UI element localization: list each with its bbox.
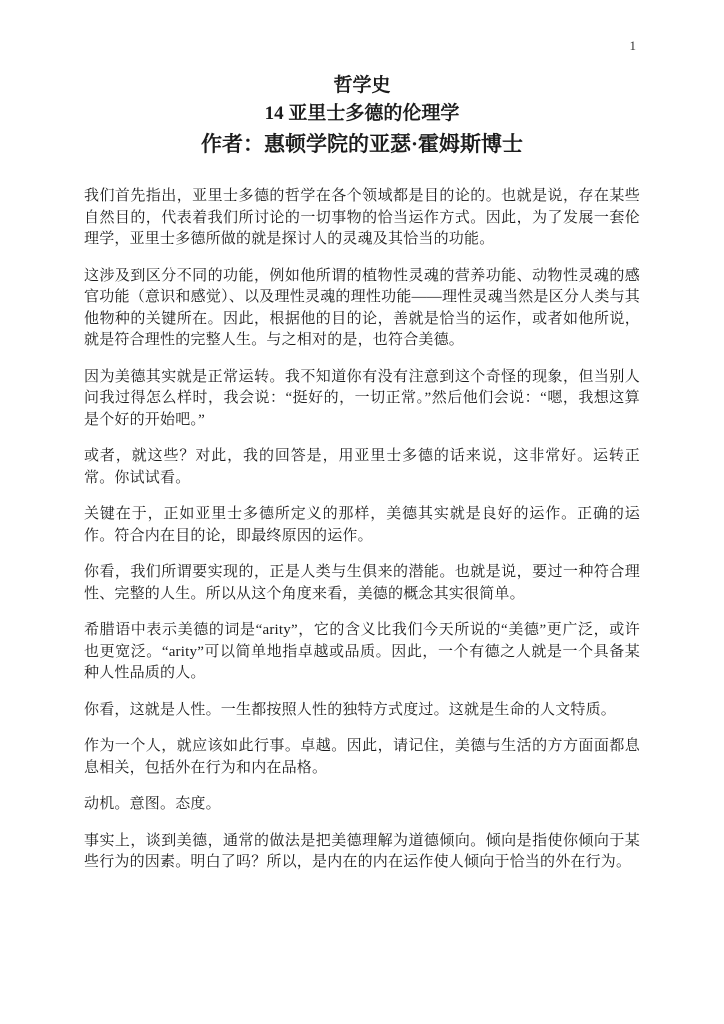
author-line: 作者：惠顿学院的亚瑟·霍姆斯博士 (200, 132, 523, 156)
title-block (84, 72, 640, 160)
paragraph: 动机。意图。态度。 (84, 796, 221, 812)
paragraph: 事实上，谈到美德，通常的做法是把美德理解为道德倾向。倾向是指使你倾向于某些行为的因素。明白了吗？所以，是内在的内在运作使人倾向于恰当的外在行为。 (84, 832, 640, 870)
body-text (84, 186, 640, 874)
paragraph: 因为美德其实就是正常运转。我不知道你有没有注意到这个奇怪的现象，但当别人问我过得怎么样时，我会说：“挺好的，一切正常。”然后他们会说：“嗯，我想这算是个好的开始吧。” (84, 368, 640, 428)
paragraph: 我们首先指出，亚里士多德的哲学在各个领域都是目的论的。也就是说，存在某些自然目的，代表着我们所讨论的一切事物的恰当运作方式。因此，为了发展一套伦理学，亚里士多德所做的就是探讨人的灵魂及其恰当的功能。 (84, 188, 640, 247)
document-title: 哲学史 (333, 75, 391, 96)
page-number: 1 (629, 38, 636, 53)
paragraph: 希腊语中表示美德的词是“arity”，它的含义比我们今天所说的“美德”更广泛，或许也更宽泛。“arity”可以简单地指卓越或品质。因此，一个有德之人就是一个具备某种人性品质的人。 (84, 622, 640, 681)
paragraph: 你看，这就是人性。一生都按照人性的独特方式度过。这就是生命的人文特质。 (84, 701, 617, 718)
paragraph: 作为一个人，就应该如此行事。卓越。因此，请记住，美德与生活的方方面面都息息相关，包括外在行为和内在品格。 (84, 738, 640, 776)
paragraph: 这涉及到区分不同的功能，例如他所谓的植物性灵魂的营养功能、动物性灵魂的感官功能（意识和感觉）、以及理性灵魂的理性功能——理性灵魂当然是区分人类与其他物种的关键所在。因此，根据他的目的论，善就是恰当的运作，或者如他所说，就是符合理性的完整人生。与之相对的是，也符合美德。 (84, 267, 640, 348)
chapter-title: 14 亚里士多德的伦理学 (264, 103, 460, 124)
paragraph: 关键在于，正如亚里士多德所定义的那样，美德其实就是良好的运作。正确的运作。符合内在目的论，即最终原因的运作。 (84, 506, 640, 544)
paragraph: 或者，就这些？对此，我的回答是，用亚里士多德的话来说，这非常好。运转正常。你试试看。 (84, 448, 640, 486)
paragraph: 你看，我们所谓要实现的，正是人类与生俱来的潜能。也就是说，要过一种符合理性、完整的人生。所以从这个角度来看，美德的概念其实很简单。 (84, 564, 640, 602)
